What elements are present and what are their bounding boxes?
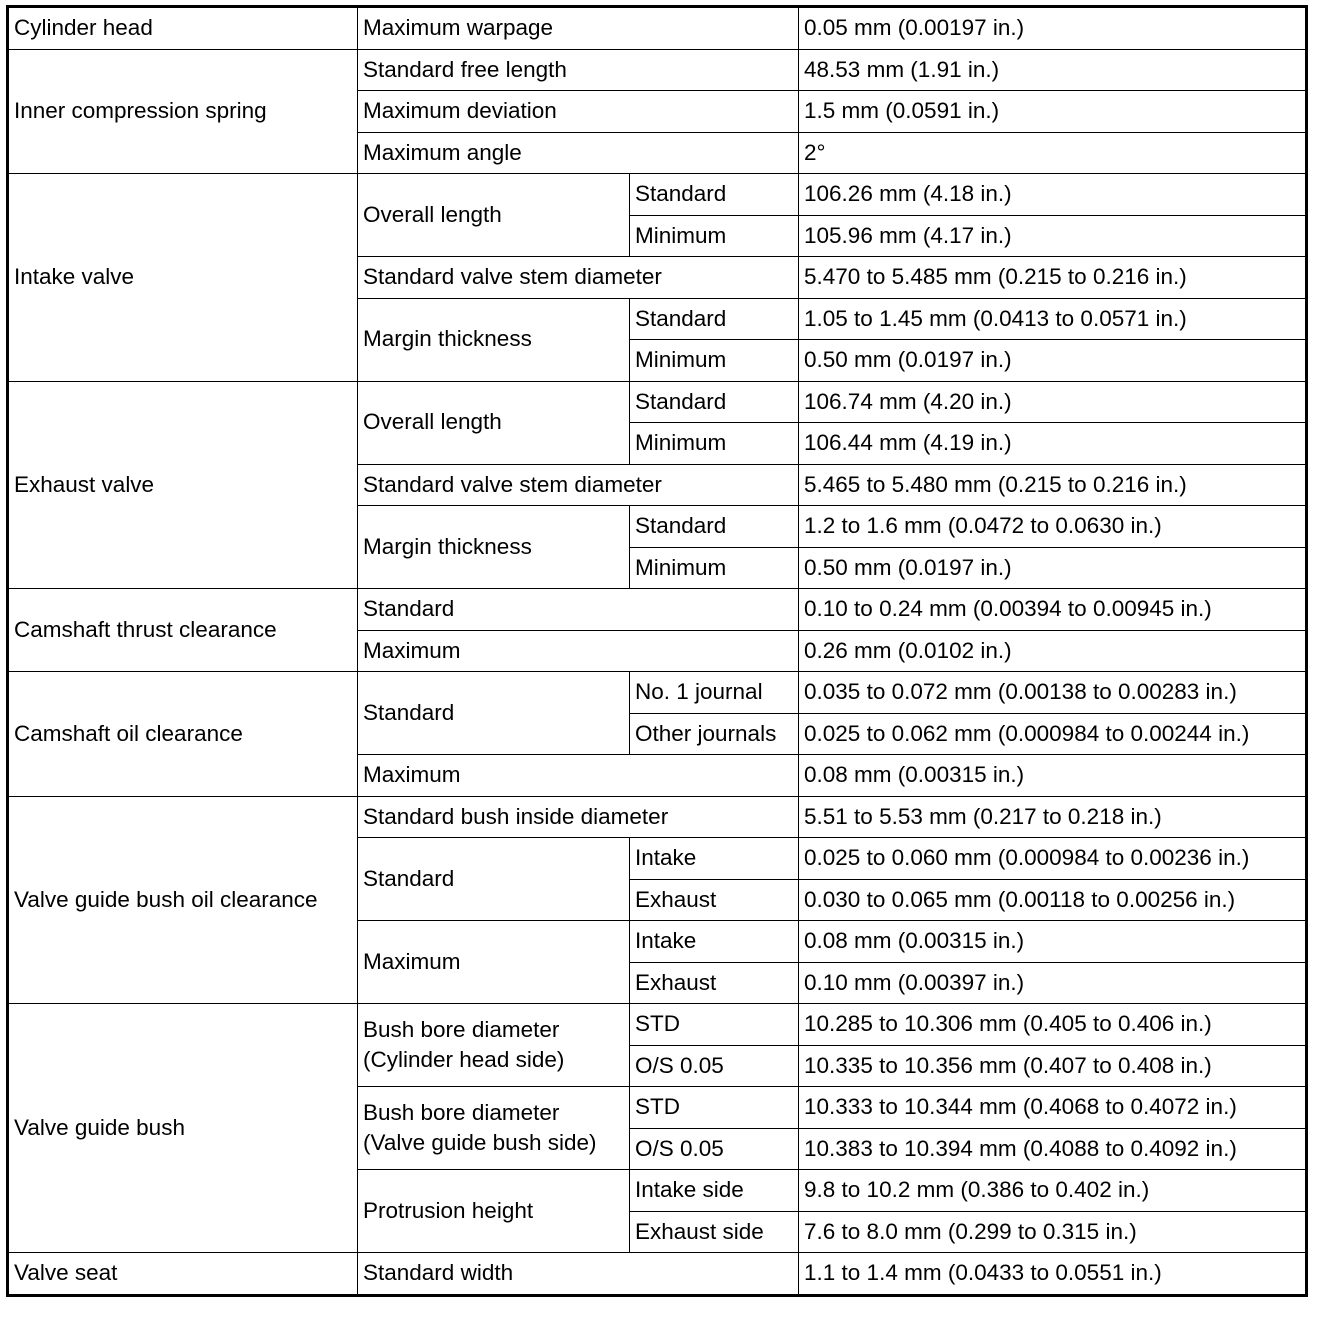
item-exhaust-valve: Exhaust valve — [8, 381, 358, 589]
spec-label: Standard bush inside diameter — [358, 796, 799, 838]
spec-value: 0.50 mm (0.0197 in.) — [799, 547, 1307, 589]
spec-value: 0.025 to 0.062 mm (0.000984 to 0.00244 in.) — [799, 713, 1307, 755]
spec-sublabel: Standard — [630, 298, 799, 340]
spec-value: 10.285 to 10.306 mm (0.405 to 0.406 in.) — [799, 1004, 1307, 1046]
spec-sublabel: Standard — [630, 174, 799, 216]
spec-sublabel: No. 1 journal — [630, 672, 799, 714]
spec-value: 1.5 mm (0.0591 in.) — [799, 91, 1307, 133]
spec-value: 1.05 to 1.45 mm (0.0413 to 0.0571 in.) — [799, 298, 1307, 340]
spec-value: 0.030 to 0.065 mm (0.00118 to 0.00256 in.) — [799, 879, 1307, 921]
spec-value: 5.51 to 5.53 mm (0.217 to 0.218 in.) — [799, 796, 1307, 838]
table-row — [8, 49, 1307, 91]
spec-label: Margin thickness — [358, 298, 630, 381]
spec-label: Standard width — [358, 1253, 799, 1296]
spec-value: 1.2 to 1.6 mm (0.0472 to 0.0630 in.) — [799, 506, 1307, 548]
spec-label: Standard — [358, 589, 799, 631]
spec-label: Maximum warpage — [358, 7, 799, 50]
spec-sublabel: Standard — [630, 506, 799, 548]
spec-value: 7.6 to 8.0 mm (0.299 to 0.315 in.) — [799, 1211, 1307, 1253]
spec-label-line: Bush bore diameter — [363, 1016, 560, 1042]
item-inner-compression-spring: Inner compression spring — [8, 49, 358, 174]
spec-value: 106.74 mm (4.20 in.) — [799, 381, 1307, 423]
item-cylinder-head: Cylinder head — [8, 7, 358, 50]
spec-value: 10.335 to 10.356 mm (0.407 to 0.408 in.) — [799, 1045, 1307, 1087]
item-camshaft-oil-clearance: Camshaft oil clearance — [8, 672, 358, 797]
spec-label: Standard — [358, 672, 630, 755]
spec-label: Maximum — [358, 630, 799, 672]
table-row — [8, 1004, 1307, 1046]
spec-sublabel: Minimum — [630, 340, 799, 382]
spec-value: 0.50 mm (0.0197 in.) — [799, 340, 1307, 382]
spec-label: Margin thickness — [358, 506, 630, 589]
spec-label: Maximum — [358, 921, 630, 1004]
spec-value: 0.025 to 0.060 mm (0.000984 to 0.00236 in.) — [799, 838, 1307, 880]
spec-value: 0.05 mm (0.00197 in.) — [799, 7, 1307, 50]
spec-value: 106.44 mm (4.19 in.) — [799, 423, 1307, 465]
spec-sublabel: Standard — [630, 381, 799, 423]
spec-sublabel: Exhaust — [630, 962, 799, 1004]
spec-sublabel: Minimum — [630, 215, 799, 257]
spec-label: Standard valve stem diameter — [358, 257, 799, 299]
spec-label: Maximum — [358, 755, 799, 797]
item-valve-guide-bush: Valve guide bush — [8, 1004, 358, 1253]
table-row — [8, 589, 1307, 631]
spec-label — [358, 1004, 630, 1087]
spec-value: 5.465 to 5.480 mm (0.215 to 0.216 in.) — [799, 464, 1307, 506]
spec-value: 9.8 to 10.2 mm (0.386 to 0.402 in.) — [799, 1170, 1307, 1212]
spec-value: 106.26 mm (4.18 in.) — [799, 174, 1307, 216]
spec-sublabel: Exhaust side — [630, 1211, 799, 1253]
spec-label: Protrusion height — [358, 1170, 630, 1253]
table-row — [8, 796, 1307, 838]
table-row — [8, 381, 1307, 423]
spec-sublabel: Minimum — [630, 423, 799, 465]
spec-value: 0.035 to 0.072 mm (0.00138 to 0.00283 in.) — [799, 672, 1307, 714]
table-row — [8, 1253, 1307, 1296]
spec-value: 0.08 mm (0.00315 in.) — [799, 921, 1307, 963]
spec-value: 0.10 to 0.24 mm (0.00394 to 0.00945 in.) — [799, 589, 1307, 631]
spec-value: 0.10 mm (0.00397 in.) — [799, 962, 1307, 1004]
spec-sublabel: Intake side — [630, 1170, 799, 1212]
spec-sublabel: O/S 0.05 — [630, 1045, 799, 1087]
item-intake-valve: Intake valve — [8, 174, 358, 382]
spec-sublabel: O/S 0.05 — [630, 1128, 799, 1170]
spec-value: 105.96 mm (4.17 in.) — [799, 215, 1307, 257]
spec-value: 10.383 to 10.394 mm (0.4088 to 0.4092 in.) — [799, 1128, 1307, 1170]
spec-sublabel: Intake — [630, 921, 799, 963]
spec-label-line: (Cylinder head side) — [363, 1047, 565, 1072]
spec-value: 0.26 mm (0.0102 in.) — [799, 630, 1307, 672]
item-camshaft-thrust-clearance: Camshaft thrust clearance — [8, 589, 358, 672]
spec-label: Standard valve stem diameter — [358, 464, 799, 506]
spec-label: Standard — [358, 838, 630, 921]
spec-label: Overall length — [358, 174, 630, 257]
spec-sublabel: STD — [630, 1087, 799, 1129]
spec-label-line: (Valve guide bush side) — [363, 1130, 597, 1155]
spec-sublabel: Intake — [630, 838, 799, 880]
spec-value: 48.53 mm (1.91 in.) — [799, 49, 1307, 91]
spec-table — [6, 5, 1308, 1297]
table-row — [8, 672, 1307, 714]
table-row — [8, 7, 1307, 50]
spec-label: Maximum deviation — [358, 91, 799, 133]
spec-value: 0.08 mm (0.00315 in.) — [799, 755, 1307, 797]
spec-value: 5.470 to 5.485 mm (0.215 to 0.216 in.) — [799, 257, 1307, 299]
spec-label: Maximum angle — [358, 132, 799, 174]
spec-sublabel: STD — [630, 1004, 799, 1046]
item-valve-guide-bush-oil-clearance: Valve guide bush oil clearance — [8, 796, 358, 1004]
spec-value: 10.333 to 10.344 mm (0.4068 to 0.4072 in.) — [799, 1087, 1307, 1129]
spec-label: Standard free length — [358, 49, 799, 91]
spec-value: 2° — [799, 132, 1307, 174]
spec-sublabel: Other journals — [630, 713, 799, 755]
spec-label — [358, 1087, 630, 1170]
table-row — [8, 174, 1307, 216]
item-valve-seat: Valve seat — [8, 1253, 358, 1296]
spec-value: 1.1 to 1.4 mm (0.0433 to 0.0551 in.) — [799, 1253, 1307, 1296]
spec-label: Overall length — [358, 381, 630, 464]
spec-sublabel: Exhaust — [630, 879, 799, 921]
spec-sublabel: Minimum — [630, 547, 799, 589]
spec-label-line: Bush bore diameter — [363, 1099, 560, 1125]
